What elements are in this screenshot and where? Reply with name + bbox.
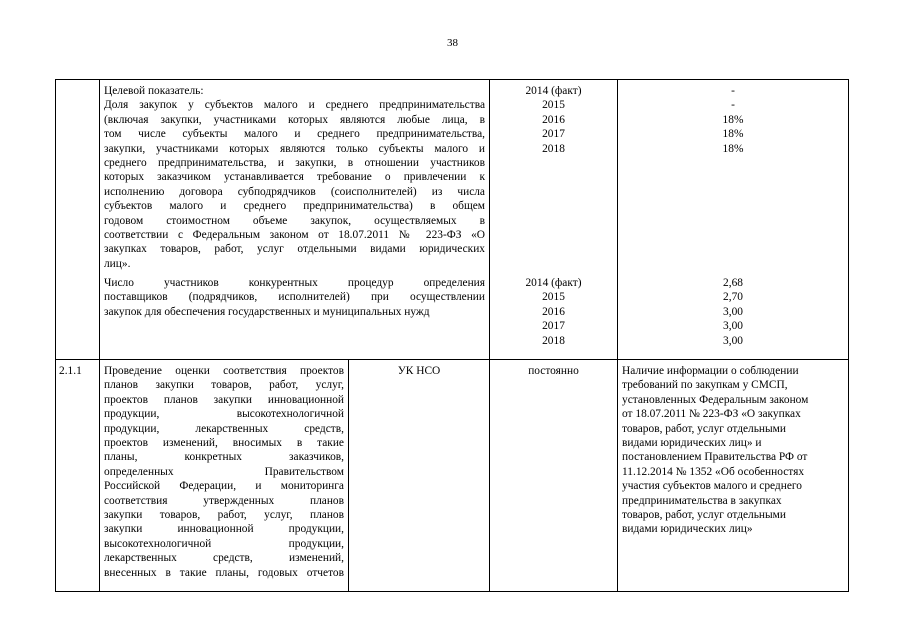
page-number: 38 bbox=[447, 37, 458, 49]
text-line: видами юридических лиц» bbox=[622, 523, 753, 536]
year-cell: 2015 bbox=[542, 99, 565, 112]
text-line: определенных Правительством bbox=[104, 465, 344, 478]
value-cell: 18% bbox=[722, 113, 744, 126]
row-divider bbox=[55, 359, 849, 360]
value-cell: 2,68 bbox=[723, 277, 743, 289]
value-cell: 2,70 bbox=[723, 291, 743, 304]
text-line: (включая закупки, участниками которых являются любые лица, в bbox=[104, 113, 485, 126]
table-border-bottom bbox=[55, 591, 849, 592]
year-cell: 2017 bbox=[542, 320, 565, 333]
period-cell bbox=[490, 364, 617, 378]
row-number: 2.1.1 bbox=[59, 365, 82, 377]
year-cell: 2018 bbox=[542, 142, 565, 155]
text-line: том числе субъекты малого и среднего предпринимательства, bbox=[104, 128, 485, 141]
text-line: лекарственных средств, изменений, bbox=[104, 552, 344, 565]
text-line: предпринимательства в закупках bbox=[622, 494, 782, 507]
text-line: требований по закупкам у СМСП, bbox=[622, 379, 788, 392]
column-divider-1 bbox=[99, 79, 100, 592]
text-line: видами юридических лиц» и bbox=[622, 437, 762, 450]
text-line: товаров, работ, услуг отдельными bbox=[622, 422, 786, 435]
text-line: установленных Федеральным законом bbox=[622, 393, 809, 406]
text-line: которых заказчиком устанавливается требование о привлечении к bbox=[104, 171, 485, 184]
text-line: проектов планов закупки инновационной bbox=[104, 393, 344, 406]
text-line: закупок для обеспечения государственных и муниципальных нужд bbox=[104, 305, 430, 318]
executor-cell bbox=[349, 364, 489, 378]
text-line: высокотехнологичной продукции, bbox=[104, 537, 344, 550]
text-line: планов закупки товаров, работ, услуг, bbox=[104, 379, 344, 392]
text-line: соответствия утвержденных планов bbox=[104, 494, 344, 507]
year-cell: 2015 bbox=[542, 291, 565, 304]
text-line: проектов изменений, вносимых в такие bbox=[104, 437, 344, 450]
table-border-top bbox=[55, 79, 849, 80]
year-cell: 2016 bbox=[542, 113, 565, 126]
text-line: Доля закупок у субъектов малого и среднего предпринимательства bbox=[104, 99, 485, 112]
text-line: 11.12.2014 № 1352 «Об особенностях bbox=[622, 465, 805, 478]
value-cell: - bbox=[731, 85, 735, 97]
value-cell: 18% bbox=[722, 128, 744, 141]
value-cell: 18% bbox=[722, 142, 744, 155]
text-line: Проведение оценки соответствия проектов bbox=[104, 365, 344, 377]
text-line: закупки товаров, работ, услуг, планов bbox=[104, 509, 344, 522]
year-cell: 2014 (факт) bbox=[525, 85, 582, 97]
year-cell: 2016 bbox=[542, 305, 565, 318]
target-indicator-2-values bbox=[618, 276, 848, 348]
text-line: Российской Федерации, и мониторинга bbox=[104, 480, 344, 493]
text-line: поставщиков (подрядчиков, исполнителей) при осуществлении bbox=[104, 291, 485, 304]
text-line: закупки инновационной продукции, bbox=[104, 523, 344, 536]
text-line: Наличие информации о соблюдении bbox=[622, 365, 799, 377]
text-line: Целевой показатель: bbox=[104, 85, 204, 97]
text-line: от 18.07.2011 № 223-ФЗ «О закупках bbox=[622, 408, 801, 421]
text-line: исполнению договора субподрядчиков (соисполнителей) из числа bbox=[104, 185, 485, 198]
executor-text: УК НСО bbox=[397, 365, 441, 377]
target-indicator-1-years bbox=[490, 84, 617, 156]
text-line: закупках товаров, работ, услуг отдельными видами юридических bbox=[104, 243, 485, 256]
value-cell: 3,00 bbox=[723, 320, 743, 333]
target-indicator-2-text bbox=[104, 276, 485, 319]
text-line: субъектов малого и среднего предпринимательства) в общем bbox=[104, 200, 485, 213]
year-cell: 2018 bbox=[542, 334, 565, 347]
period-text: постоянно bbox=[528, 365, 579, 377]
text-line: планы, конкретных заказчиков, bbox=[104, 451, 344, 464]
text-line: внесенных в такие планы, годовых отчетов bbox=[104, 566, 344, 579]
text-line: закупки, участниками которых являются только субъекты малого и bbox=[104, 142, 485, 155]
text-line: Число участников конкурентных процедур определения bbox=[104, 277, 485, 289]
target-indicator-2-years bbox=[490, 276, 617, 348]
target-indicator-1-text bbox=[104, 84, 485, 271]
table-border-right bbox=[848, 79, 849, 592]
value-cell: - bbox=[731, 99, 735, 112]
value-cell: 3,00 bbox=[723, 334, 743, 347]
text-line: продукции, лекарственных средств, bbox=[104, 422, 344, 435]
table-border-left bbox=[55, 79, 56, 592]
text-line: соответствии с Федеральным законом от 18.07.2011 № 223-ФЗ «О bbox=[104, 229, 485, 242]
text-line: продукции, высокотехнологичной bbox=[104, 408, 344, 421]
column-divider-2 bbox=[348, 359, 349, 592]
result-text bbox=[622, 364, 844, 537]
text-line: годовом стоимостном объеме закупок, осуществляемых в bbox=[104, 214, 485, 227]
text-line: постановлением Правительства РФ от bbox=[622, 451, 808, 464]
year-cell: 2017 bbox=[542, 128, 565, 141]
text-line: среднего предпринимательства, и закупки, в отношении участников bbox=[104, 157, 485, 170]
year-cell: 2014 (факт) bbox=[525, 277, 582, 289]
activity-text bbox=[104, 364, 344, 580]
text-line: участия субъектов малого и среднего bbox=[622, 480, 802, 493]
text-line: товаров, работ, услуг отдельными bbox=[622, 509, 786, 522]
target-indicator-1-values bbox=[618, 84, 848, 156]
value-cell: 3,00 bbox=[723, 305, 743, 318]
text-line: лиц». bbox=[104, 257, 131, 270]
